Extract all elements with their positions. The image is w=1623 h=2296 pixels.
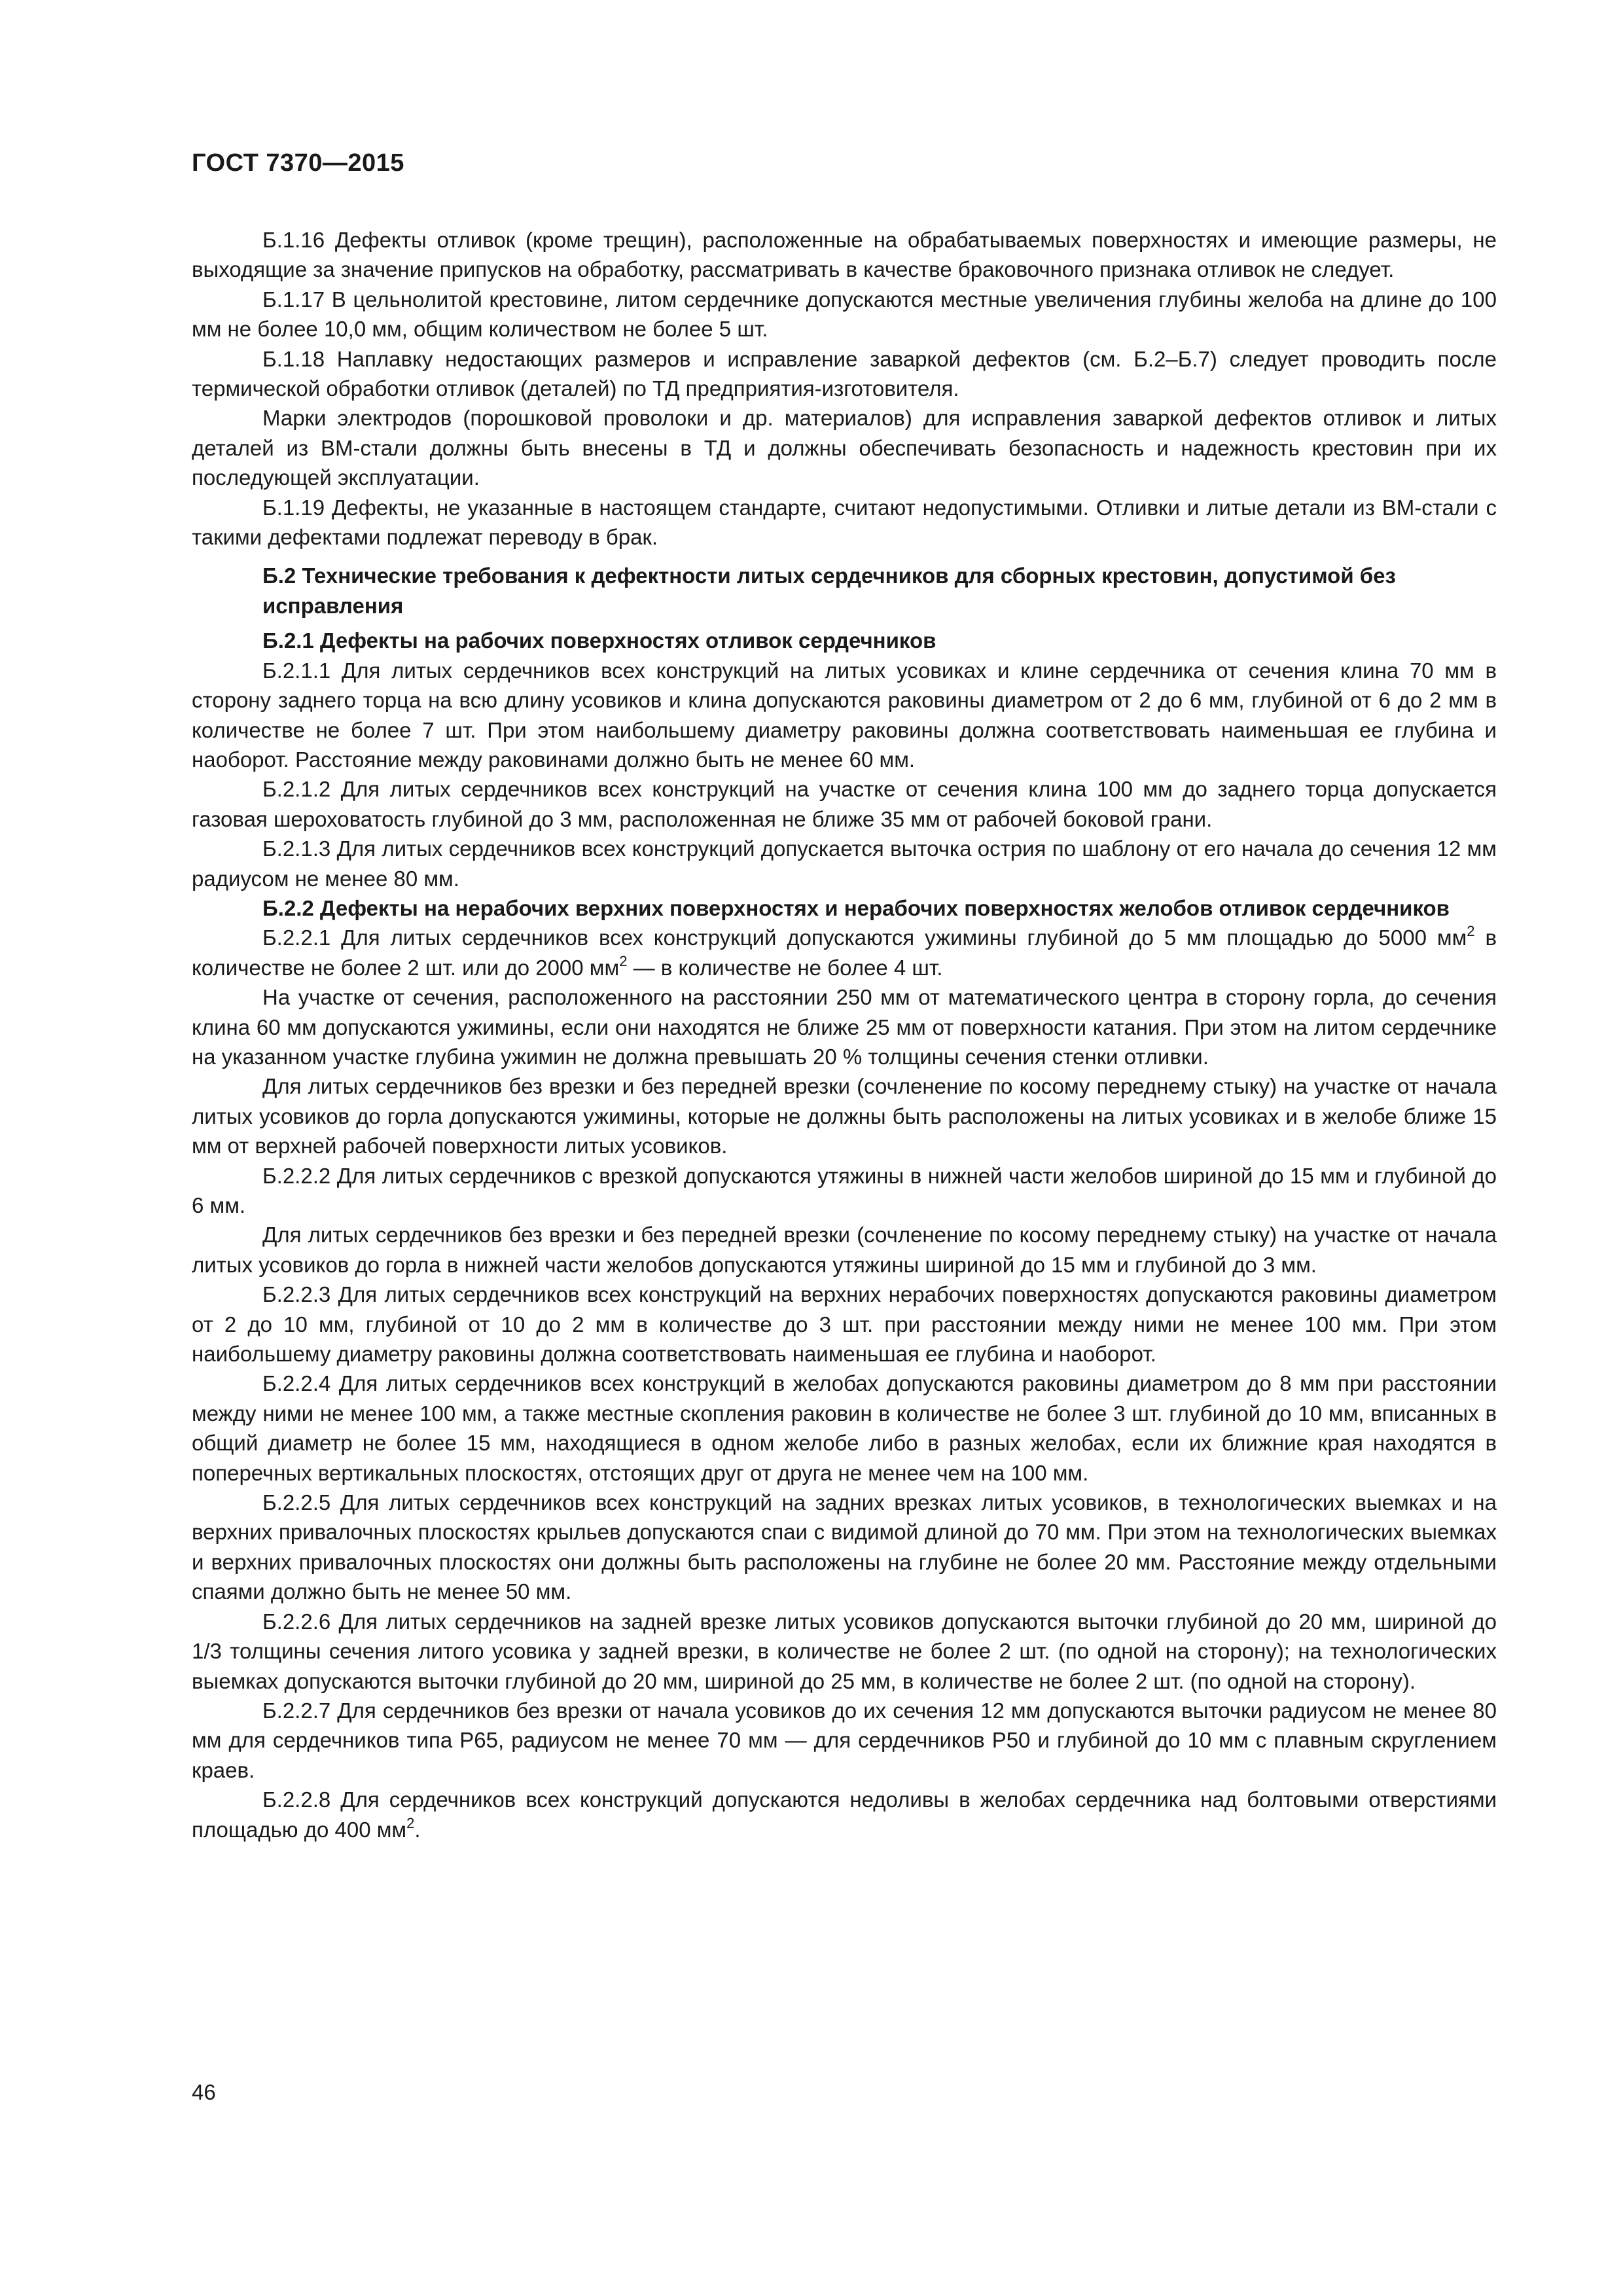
paragraph-b2-1-2: Б.2.1.2 Для литых сердечников всех конструкций на участке от сечения клина 100 мм до заднего торца допускается газовая шероховатость глубиной до 3 мм, расположенная не ближе 35 мм от рабочей боковой грани.	[192, 777, 1497, 831]
paragraph-b2-2-3: Б.2.2.3 Для литых сердечников всех конструкций на верхних нерабочих поверхностях допускаются раковины диаметром от 2 до 10 мм, глубиной от 10 до 2 мм в количестве до 3 шт. при расстоянии между ними не менее 100 мм. При этом наибольшему диаметру раковины должна соответствовать наименьшая ее глубина и наоборот.	[192, 1282, 1497, 1367]
superscript: 2	[619, 952, 628, 969]
paragraph-b2-2-4: Б.2.2.4 Для литых сердечников всех конструкций в желобах допускаются раковины диаметром до 8 мм при расстоянии между ними не менее 100 мм, а также местные скопления раковин в количестве не более 3 шт. глубиной до 10 мм, вписанных в общий диаметр не более 15 мм, находящиеся в одном желобе либо в разных желобах, если их ближние края находятся в поперечных вертикальных плоскостях, отстоящих друг от друга не менее чем на 100 мм.	[192, 1371, 1497, 1485]
superscript: 2	[1467, 923, 1475, 940]
paragraph-b2-1-1: Б.2.1.1 Для литых сердечников всех конструкций на литых усовиках и клине сердечника от сечения клина 70 мм в сторону заднего торца на всю длину усовиков и клина допускаются раковины диаметром от 2 до 6 мм, глубиной от 6 до 2 мм в количестве не более 7 шт. При этом наибольшему диаметру раковины должна соответствовать наименьшая ее глубина и наоборот. Расстояние между раковинами должно быть не менее 60 мм.	[192, 658, 1497, 772]
subsection-heading-b2-1: Б.2.1 Дефекты на рабочих поверхностях отливок сердечников	[262, 628, 936, 653]
paragraph-b2-1-3: Б.2.1.3 Для литых сердечников всех конструкций допускается выточка острия по шаблону от его начала до сечения 12 мм радиусом не менее 80 мм.	[192, 836, 1497, 891]
paragraph-b2-2-6: Б.2.2.6 Для литых сердечников на задней врезке литых усовиков допускаются выточки глубиной до 20 мм, шириной до 1/3 толщины сечения литого усовика у задней врезки, в количестве не более 2 шт. (по одной на сторону); на технологических выемках допускаются выточки глубиной до 20 мм, шириной до 25 мм, в количестве не более 2 шт. (по одной на сторону).	[192, 1609, 1497, 1693]
paragraph-b1-17: Б.1.17 В цельнолитой крестовине, литом сердечнике допускаются местные увеличения глубины желоба на длине до 100 мм не более 10,0 мм, общим количеством не более 5 шт.	[192, 287, 1497, 342]
text-run: Б.2.2.8 Для сердечников всех конструкций допускаются недоливы в желобах сердечника над болтовыми отверстиями площадью до 400 мм	[192, 1787, 1497, 1842]
paragraph-b2-2-5: Б.2.2.5 Для литых сердечников всех конструкций на задних врезках литых усовиков, в технологических выемках и на верхних привалочных плоскостях крыльев допускаются спаи с видимой длиной до 70 мм. При этом на технологических выемках и верхних привалочных плоскостях они должны быть расположены на глубине не более 20 мм. Расстояние между отдельными спаями должно быть не менее 50 мм.	[192, 1490, 1497, 1604]
text-run: — в количестве не более 4 шт.	[627, 955, 943, 980]
text-run: в количестве не более 2 шт. или до 2000 мм	[192, 925, 1497, 980]
paragraph-b2-2-1-no-insert: Для литых сердечников без врезки и без передней врезки (сочленение по косому переднему стыку) на участке от начала литых усовиков до горла допускаются ужимины, которые не должны быть расположены на литых усовиках и в желобе ближе 15 мм от верхней рабочей поверхности литых усовиков.	[192, 1074, 1497, 1158]
spacer	[192, 552, 1497, 561]
superscript: 2	[406, 1814, 415, 1831]
text-run: .	[414, 1817, 421, 1842]
paragraph-b2-2-1-section: На участке от сечения, расположенного на расстоянии 250 мм от математического центра в сторону горла, до сечения клина 60 мм допускаются ужимины, если они находятся не ближе 25 мм от поверхности катания. При этом на литом сердечнике на указанном участке глубина ужимин не должна превышать 20 % толщины сечения стенки отливки.	[192, 985, 1497, 1069]
paragraph-b1-19: Б.1.19 Дефекты, не указанные в настоящем стандарте, считают недопустимыми. Отливки и литые детали из ВМ-стали с такими дефектами подлежат переводу в брак.	[192, 495, 1497, 550]
paragraph-b2-2-7: Б.2.2.7 Для сердечников без врезки от начала усовиков до их сечения 12 мм допускаются выточки радиусом не менее 80 мм для сердечников типа Р65, радиусом не менее 70 мм — для сердечников Р50 и глубиной до 10 мм с плавным скруглением краев.	[192, 1698, 1497, 1782]
paragraph-b2-2-1	[192, 923, 1497, 982]
subsection-heading-b2-2: Б.2.2 Дефекты на нерабочих верхних поверхностях и нерабочих поверхностях желобов отливок сердечников	[262, 895, 1450, 920]
standard-header: ГОСТ 7370—2015	[192, 149, 404, 177]
text-run: Б.2.2.1 Для литых сердечников всех конструкций допускаются ужимины глубиной до 5 мм площадью до 5000 мм	[262, 925, 1467, 950]
paragraph-b1-16: Б.1.16 Дефекты отливок (кроме трещин), расположенные на обрабатываемых поверхностях и имеющие размеры, не выходящие за значение припусков на обработку, рассматривать в качестве браковочного признака отливок не следует.	[192, 228, 1497, 282]
paragraph-b1-18: Б.1.18 Наплавку недостающих размеров и исправление заваркой дефектов (см. Б.2–Б.7) следует проводить после термической обработки отливок (деталей) по ТД предприятия-изготовителя.	[192, 346, 1497, 401]
page-body	[192, 225, 1497, 1844]
page-number: 46	[192, 2080, 216, 2104]
spacer	[192, 620, 1497, 626]
paragraph-b2-2-8	[192, 1785, 1497, 1844]
paragraph-b2-2-2: Б.2.2.2 Для литых сердечников с врезкой допускаются утяжины в нижней части желобов шириной до 15 мм и глубиной до 6 мм.	[192, 1163, 1497, 1217]
section-heading-b2: Б.2 Технические требования к дефектности литых сердечников для сборных крестовин, допустимой без исправления	[262, 564, 1396, 618]
paragraph-b1-18-electrodes: Марки электродов (порошковой проволоки и др. материалов) для исправления заваркой дефектов отливок и литых деталей из ВМ-стали должны быть внесены в ТД и должны обеспечивать безопасность и надежность крестовин при их последующей эксплуатации.	[192, 406, 1497, 490]
paragraph-b2-2-2-no-insert: Для литых сердечников без врезки и без передней врезки (сочленение по косому переднему стыку) на участке от начала литых усовиков до горла в нижней части желобов допускаются утяжины шириной до 15 мм и глубиной до 3 мм.	[192, 1223, 1497, 1277]
